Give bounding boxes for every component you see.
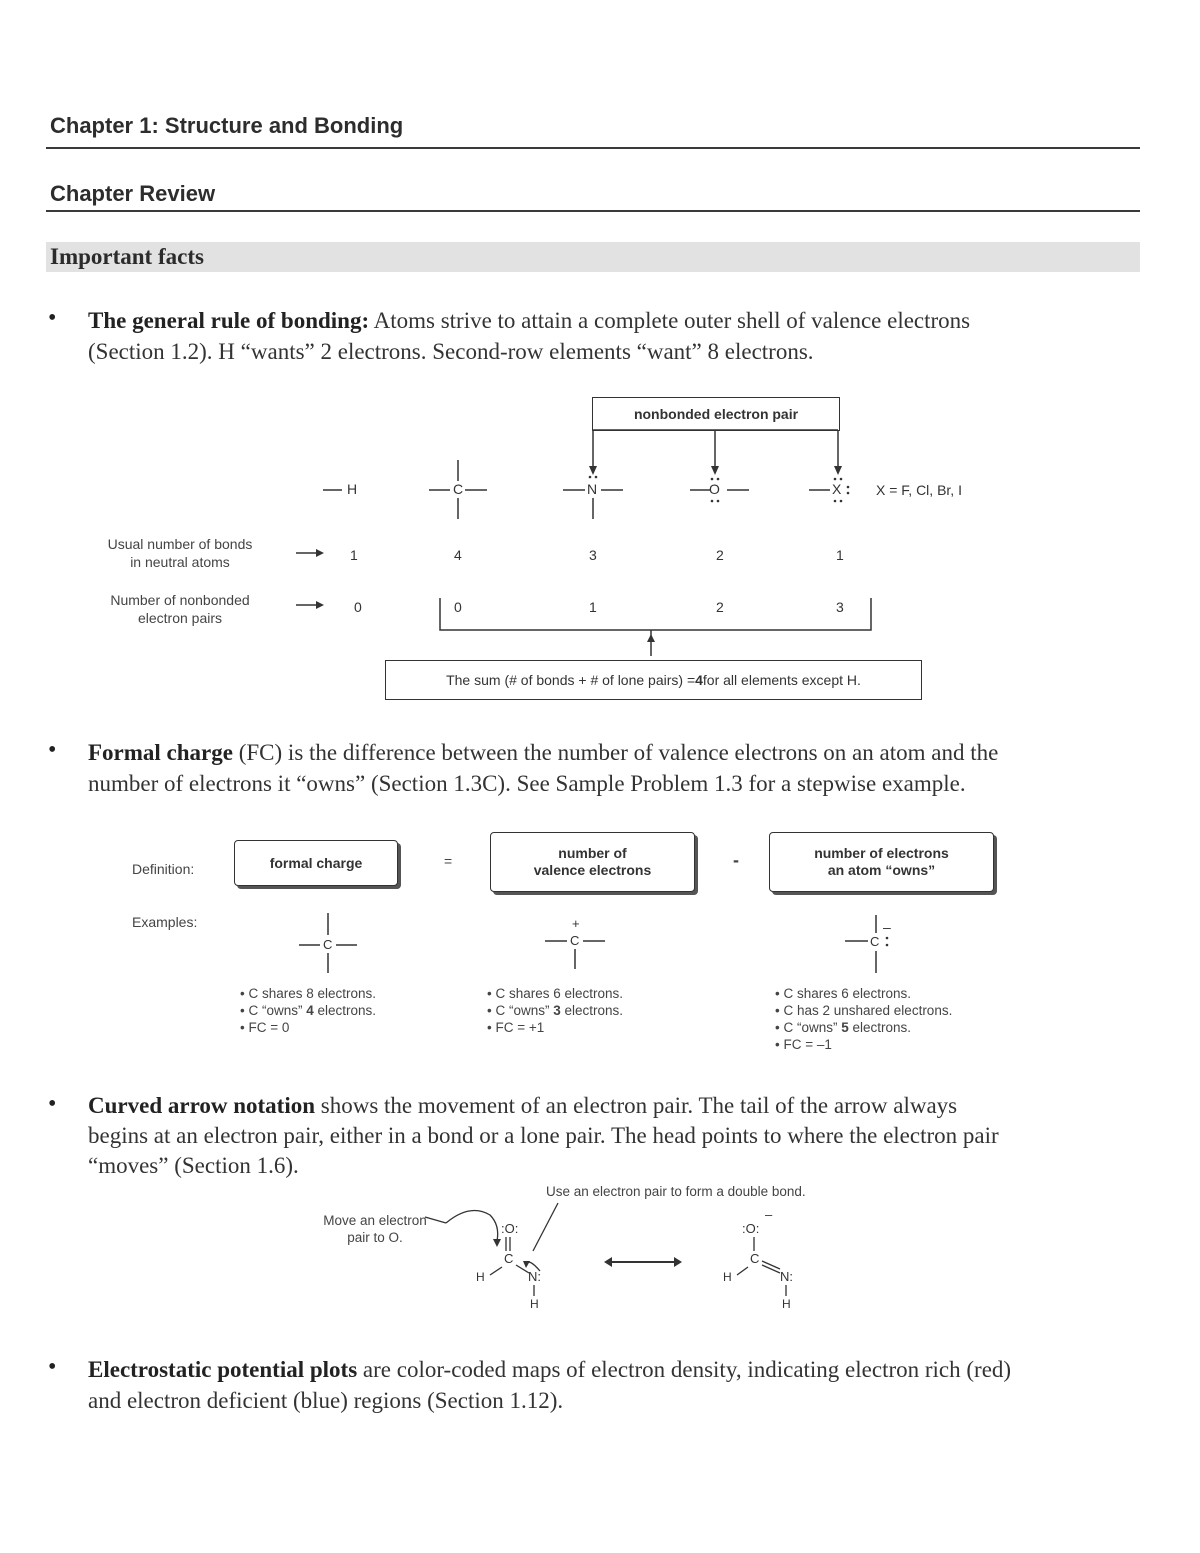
svg-text:+: + (572, 916, 580, 931)
sum-box: The sum (# of bonds + # of lone pairs) = 4 for all elements except H. (385, 660, 922, 700)
svg-text:H: H (782, 1297, 791, 1311)
pairs-value-n: 1 (589, 599, 597, 615)
atom-o: O (709, 481, 720, 497)
formal-charge-term: Formal charge (88, 740, 233, 765)
formal-charge-text-2: number of electrons it “owns” (Section 1.3C). See Sample Problem 1.3 for a stepwise example. (88, 771, 966, 796)
curved-arrow-text-2: begins at an electron pair, either in a bond or a lone pair. The head points to where the electron pair (88, 1123, 999, 1148)
chapter-rule (46, 147, 1140, 149)
review-rule (46, 210, 1140, 212)
svg-text:C: C (504, 1251, 514, 1266)
atom-n: N (587, 481, 598, 497)
bonding-rule-term: The general rule of bonding: (88, 308, 370, 333)
formal-charge-box: formal charge (234, 840, 398, 886)
svg-text:C: C (750, 1251, 760, 1266)
lone-pairs-row-label: Number of nonbonded electron pairs (110, 592, 250, 626)
bullet-icon: • (48, 1354, 57, 1380)
electrostatic-term: Electrostatic potential plots (88, 1357, 358, 1382)
curved-arrow-text-1: shows the movement of an electron pair. The tail of the arrow always (315, 1093, 958, 1118)
bonds-row-label: Usual number of bonds in neutral atoms (107, 536, 253, 570)
review-title: Chapter Review (50, 181, 216, 206)
svg-text:C: C (570, 933, 580, 948)
minus-sign: - (733, 850, 739, 870)
bonding-rule-paragraph (88, 305, 1138, 367)
bonds-value-h: 1 (350, 547, 358, 563)
bonding-rule-text-1: Atoms strive to attain a complete outer shell of valence electrons (369, 308, 971, 333)
atom-x: X (832, 481, 842, 497)
chapter-title: Chapter 1: Structure and Bonding (50, 113, 404, 138)
svg-text:C: C (323, 937, 333, 952)
examples-label: Examples: (132, 914, 198, 930)
pairs-value-o: 2 (716, 599, 724, 615)
resonance-diagram (0, 1195, 1200, 1320)
svg-text:H: H (530, 1297, 539, 1311)
owned-electrons-box: number of electrons an atom “owns” (769, 832, 994, 892)
example-neutral-notes: • C shares 8 electrons. • C “owns” 4 electrons. • FC = 0 (240, 986, 377, 1035)
svg-text::O:: :O: (742, 1221, 760, 1236)
example-cation-notes: • C shares 6 electrons. • C “owns” 3 electrons. • FC = +1 (487, 986, 624, 1035)
bonds-value-n: 3 (589, 547, 597, 563)
bullet-icon: • (48, 737, 57, 763)
nonbonded-pair-box: nonbonded electron pair (592, 397, 840, 431)
formal-charge-structures (0, 905, 1200, 985)
svg-text:H: H (476, 1270, 485, 1284)
bonding-rule-text-2: (Section 1.2). H “wants” 2 electrons. Second-row elements “want” 8 electrons. (88, 339, 814, 364)
bullet-icon: • (48, 1091, 57, 1117)
bonds-value-o: 2 (716, 547, 724, 563)
section-title: Important facts (50, 244, 204, 269)
curved-arrow-term: Curved arrow notation (88, 1093, 316, 1118)
svg-text:N:: N: (780, 1269, 793, 1284)
section-bar (46, 242, 1140, 272)
curved-arrow-text-3: “moves” (Section 1.6). (88, 1153, 299, 1178)
svg-text:C: C (870, 934, 880, 949)
electrostatic-text-1: are color-coded maps of electron density, indicating electron rich (red) (357, 1357, 1012, 1382)
atom-c: C (453, 481, 464, 497)
equals-sign: = (444, 853, 453, 869)
x-note: X = F, Cl, Br, I (876, 482, 962, 498)
electrostatic-paragraph (88, 1354, 1138, 1416)
atom-h: H (347, 481, 358, 497)
bonds-value-x: 1 (836, 547, 844, 563)
formal-charge-text-1: (FC) is the difference between the number of valence electrons on an atom and the (232, 740, 999, 765)
svg-text:H: H (723, 1270, 732, 1284)
pairs-value-h: 0 (354, 599, 362, 615)
bullet-icon: • (48, 305, 57, 331)
bonds-value-c: 4 (454, 547, 462, 563)
double-bond-label: Use an electron pair to form a double bond. (546, 1184, 806, 1199)
formal-charge-paragraph (88, 737, 1138, 799)
definition-label: Definition: (132, 861, 195, 877)
svg-text:–: – (765, 1207, 773, 1222)
svg-text:–: – (883, 919, 891, 935)
svg-text:N:: N: (528, 1269, 541, 1284)
pairs-value-c: 0 (454, 599, 462, 615)
pairs-value-x: 3 (836, 599, 844, 615)
valence-electrons-box: number of valence electrons (490, 832, 695, 892)
svg-text::O:: :O: (501, 1221, 519, 1236)
move-pair-label: Move an electron pair to O. (323, 1213, 427, 1245)
curved-arrow-paragraph (88, 1091, 1138, 1181)
electrostatic-text-2: and electron deficient (blue) regions (Section 1.12). (88, 1388, 564, 1413)
example-anion-notes: • C shares 6 electrons. • C has 2 unshared electrons. • C “owns” 5 electrons. • FC = –1 (775, 986, 953, 1052)
